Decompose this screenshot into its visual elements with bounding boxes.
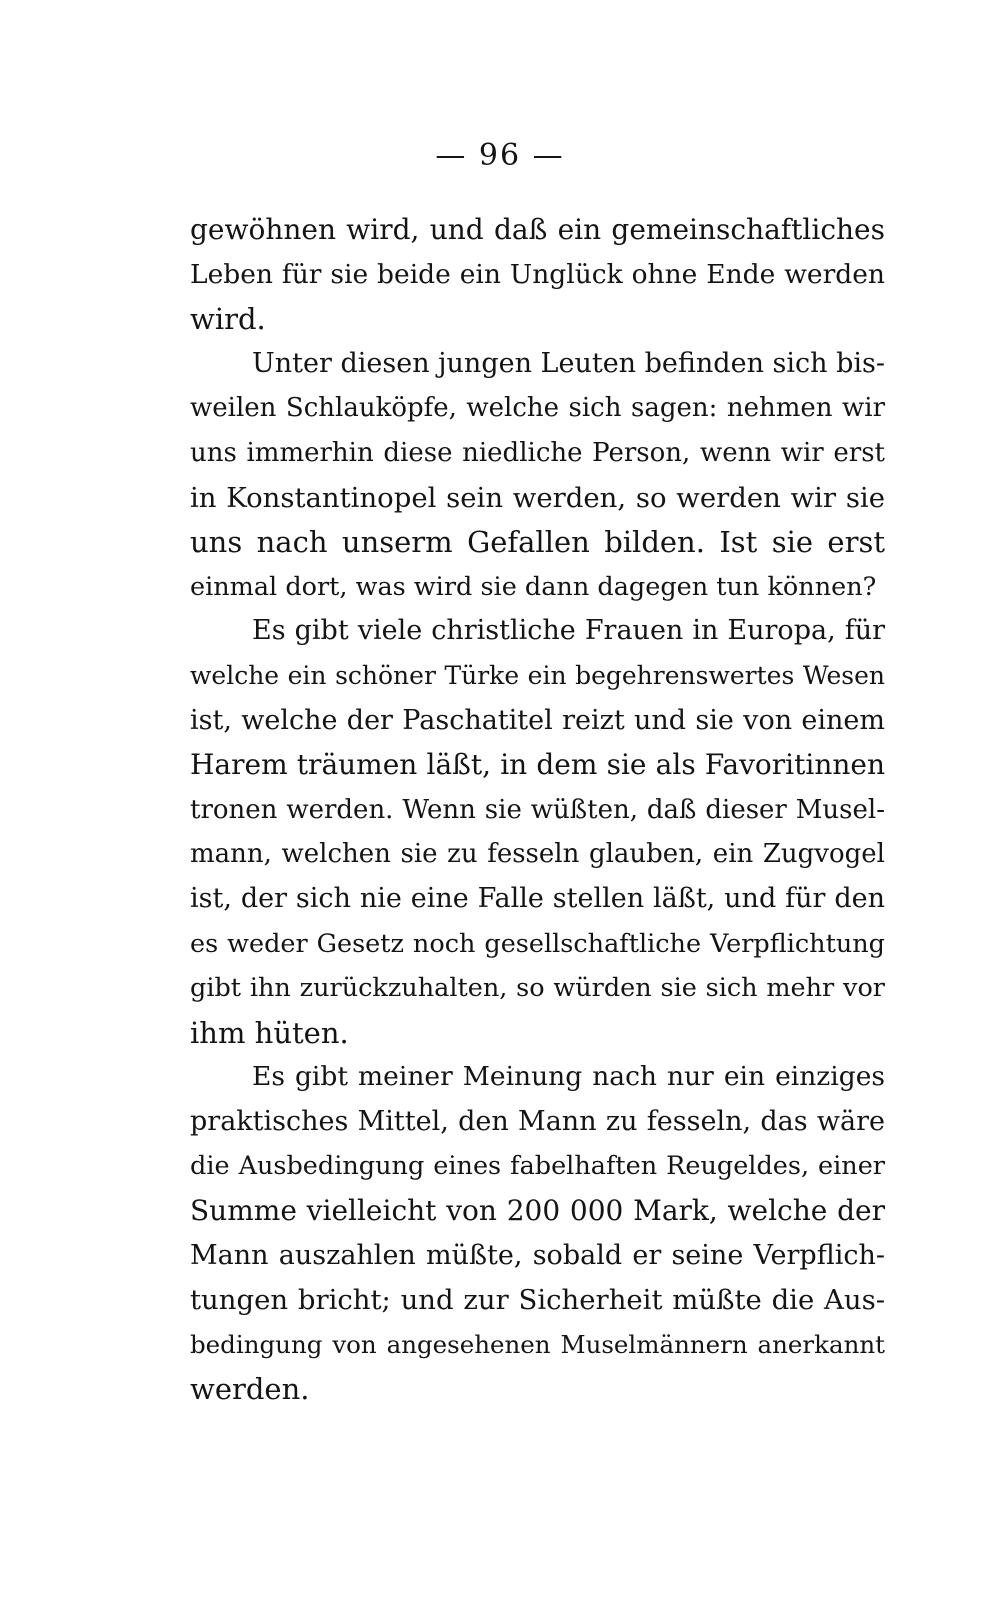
- text-line: gewöhnen wird, und daß ein gemeinschaftliches: [190, 213, 885, 246]
- text-line: die Ausbedingung eines fabelhaften Reugeldes, einer: [190, 1151, 885, 1182]
- text-line: in Konstantinopel sein werden, so werden wir sie: [190, 481, 885, 514]
- text-line: weilen Schlauköpfe, welche sich sagen: nehmen wir: [190, 393, 885, 424]
- text-line: Summe vielleicht von 200 000 Mark, welche der: [190, 1194, 885, 1228]
- text-line: Es gibt meiner Meinung nach nur ein einziges: [252, 1061, 885, 1093]
- text-line: Unter diesen jungen Leuten befinden sich bis-: [252, 347, 886, 379]
- text-line: Leben für sie beide ein Unglück ohne Ende werden: [190, 258, 885, 290]
- text-line: welche ein schöner Türke ein begehrenswertes Wesen: [190, 660, 885, 690]
- text-line: tungen bricht; und zur Sicherheit müßte die Aus-: [190, 1284, 885, 1317]
- body-text: [190, 208, 885, 1412]
- text-line: uns nach unserm Gefallen bilden. Ist sie erst: [190, 525, 885, 560]
- text-line: praktisches Mittel, den Mann zu fesseln, das wäre: [190, 1105, 885, 1137]
- text-line: wird.: [190, 302, 266, 337]
- text-line: mann, welchen sie zu fesseln glauben, ein Zugvogel: [190, 839, 885, 870]
- text-line: gibt ihn zurückzuhalten, so würden sie sich mehr vor: [190, 973, 885, 1004]
- text-line: ist, welche der Paschatitel reizt und sie von einem: [190, 704, 885, 736]
- text-line: Harem träumen läßt, in dem sie als Favoritinnen: [190, 748, 885, 782]
- text-line: es weder Gesetz noch gesellschaftliche Verpflichtung: [190, 928, 885, 959]
- text-line: Mann auszahlen müßte, sobald er seine Verpflich-: [190, 1239, 885, 1271]
- text-line: Es gibt viele christliche Frauen in Europa, für: [252, 615, 885, 647]
- text-line: bedingung von angesehenen Muselmännern anerkannt: [190, 1329, 885, 1359]
- text-line: uns immerhin diese niedliche Person, wenn wir erst: [190, 437, 885, 468]
- text-line: werden.: [190, 1372, 310, 1407]
- text-line: einmal dort, was wird sie dann dagegen tun können?: [190, 571, 877, 602]
- text-line: ist, der sich nie eine Falle stellen läßt, und für den: [190, 882, 885, 914]
- text-line: tronen werden. Wenn sie wüßten, daß dieser Musel-: [190, 794, 885, 825]
- page-number: — 96 —: [435, 138, 565, 173]
- text-line: ihm hüten.: [190, 1015, 349, 1050]
